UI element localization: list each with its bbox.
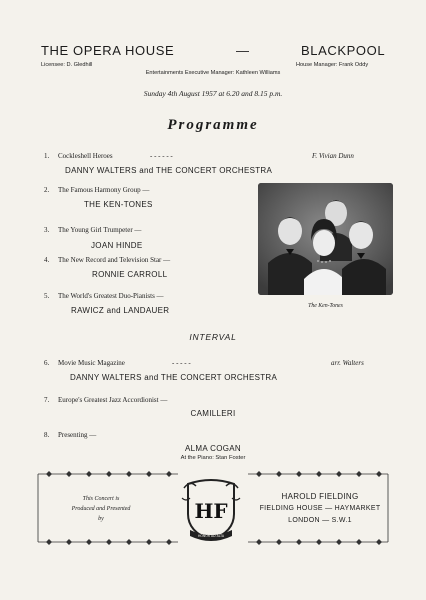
footer-left-line: Produced and Presented — [71, 506, 131, 512]
exec-manager: Entertainments Executive Manager: Kathleen Williams — [145, 70, 281, 76]
item-performer: THE KEN-TONES — [84, 200, 153, 209]
item-title: Europe's Greatest Jazz Accordionist — — [58, 396, 168, 404]
item-number: 8. — [44, 431, 50, 439]
item-performer: DANNY WALTERS and THE CONCERT ORCHESTRA — [65, 166, 273, 175]
item-performer: ALMA COGAN — [185, 444, 241, 453]
item-performer: JOAN HINDE — [91, 241, 143, 250]
item-number: 3. — [44, 226, 50, 234]
item-number: 6. — [44, 359, 50, 367]
programme-title: Programme — [167, 117, 259, 133]
house-manager: House Manager: Frank Oddy — [296, 62, 369, 68]
interval-heading: INTERVAL — [189, 332, 237, 342]
item-dashes: - - - - - - — [150, 152, 173, 160]
header-separator: — — [236, 43, 250, 58]
item-title: The New Record and Television Star — — [58, 256, 171, 264]
photo-caption: The Ken-Tones — [308, 303, 343, 309]
group-photo-image — [258, 183, 393, 295]
item-number: 1. — [44, 152, 50, 160]
item-number: 5. — [44, 292, 50, 300]
footer-left-line: This Concert is — [82, 496, 120, 502]
item-number: 2. — [44, 186, 50, 194]
item-title: The World's Greatest Duo-Pianists — — [58, 292, 164, 300]
footer-left-line: by — [98, 516, 104, 522]
footer-left — [46, 494, 156, 524]
town-title: BLACKPOOL — [301, 43, 386, 58]
event-date: Sunday 4th August 1957 at 6.20 and 8.15 p.m. — [143, 89, 283, 98]
item-note: At the Piano: Stan Foster — [180, 455, 246, 461]
venue-title: THE OPERA HOUSE — [41, 43, 175, 58]
item-number: 7. — [44, 396, 50, 404]
logo-ribbon: HONOR AD ALTA — [197, 534, 225, 538]
item-credit: F. Vivian Dunn — [312, 152, 354, 160]
licensee: Licensee: D. Gledhill — [41, 62, 93, 68]
harold-fielding-logo — [180, 478, 242, 544]
item-performer: RAWICZ and LANDAUER — [71, 306, 170, 315]
item-title: The Famous Harmony Group — — [58, 186, 150, 194]
footer-right-line: HAROLD FIELDING — [281, 492, 359, 501]
item-title: The Young Girl Trumpeter — — [58, 226, 142, 234]
item-title: Cockleshell Heroes — [58, 152, 113, 160]
footer-right-line: LONDON — S.W.1 — [288, 517, 352, 524]
item-performer: DANNY WALTERS and THE CONCERT ORCHESTRA — [70, 373, 278, 382]
footer-right-line: FIELDING HOUSE — HAYMARKET — [259, 505, 381, 512]
item-number: 4. — [44, 256, 50, 264]
item-title: Presenting — — [58, 431, 97, 439]
logo-monogram: HF — [194, 499, 228, 523]
item-performer: CAMILLERI — [190, 409, 236, 418]
item-performer: RONNIE CARROLL — [92, 270, 168, 279]
ken-tones-photo — [258, 183, 393, 295]
footer-right — [248, 491, 392, 527]
item-title: Movie Music Magazine — [58, 359, 125, 367]
item-dashes: - - - - - — [172, 359, 191, 367]
item-credit: arr. Walters — [331, 359, 364, 367]
